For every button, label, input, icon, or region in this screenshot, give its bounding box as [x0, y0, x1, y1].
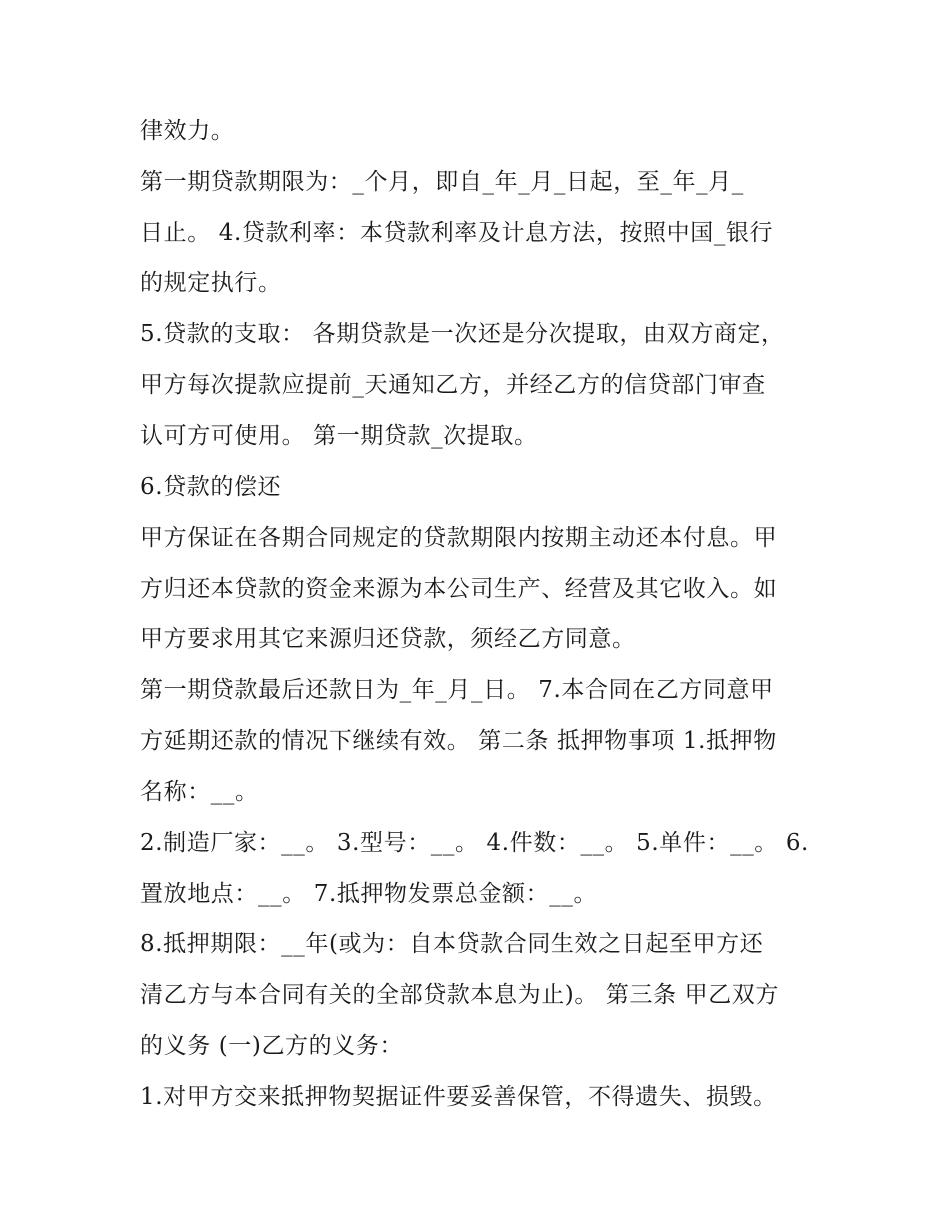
paragraph-line-9: 甲方保证在各期合同规定的贷款期限内按期主动还本付息。甲: [140, 525, 778, 551]
paragraph-line-10: 方归还本贷款的资金来源为本公司生产、经营及其它收入。如: [140, 576, 778, 602]
paragraph-line-6: 甲方每次提款应提前_天通知乙方，并经乙方的信贷部门审查: [140, 372, 766, 398]
paragraph-line-11: 甲方要求用其它来源归还贷款，须经乙方同意。: [140, 626, 636, 652]
paragraph-line-16: 置放地点：__。 7.抵押物发票总金额：__。: [140, 881, 598, 907]
paragraph-line-2: 第一期贷款期限为：_个月，即自_年_月_日起，至_年_月_: [140, 169, 744, 195]
paragraph-line-4: 的规定执行。: [140, 270, 282, 296]
paragraph-line-15: 2.制造厂家：__。 3.型号：__。 4.件数：__。 5.单件：__。 6.: [140, 830, 809, 856]
paragraph-line-13: 方延期还款的情况下继续有效。 第二条 抵押物事项 1.抵押物: [140, 728, 777, 754]
paragraph-line-7: 认可方可使用。 第一期贷款_次提取。: [140, 423, 538, 449]
paragraph-line-12: 第一期贷款最后还款日为_年_月_日。 7.本合同在乙方同意甲: [140, 677, 774, 703]
paragraph-line-19: 的义务 (一)乙方的义务：: [140, 1033, 404, 1059]
paragraph-line-14: 名称：__。: [140, 779, 259, 805]
paragraph-line-5: 5.贷款的支取： 各期贷款是一次还是分次提取，由双方商定，: [140, 321, 785, 347]
paragraph-line-3: 日止。 4.贷款利率：本贷款利率及计息方法，按照中国_银行: [140, 220, 774, 246]
paragraph-line-17: 8.抵押期限：__年(或为：自本贷款合同生效之日起至甲方还: [140, 931, 764, 957]
paragraph-line-20: 1.对甲方交来抵押物契据证件要妥善保管，不得遗失、损毁。: [140, 1084, 777, 1110]
paragraph-line-18: 清乙方与本合同有关的全部贷款本息为止)。 第三条 甲乙双方: [140, 982, 779, 1008]
paragraph-line-1: 律效力。: [140, 118, 235, 144]
section-heading-repayment: 6.贷款的偿还: [140, 474, 282, 500]
